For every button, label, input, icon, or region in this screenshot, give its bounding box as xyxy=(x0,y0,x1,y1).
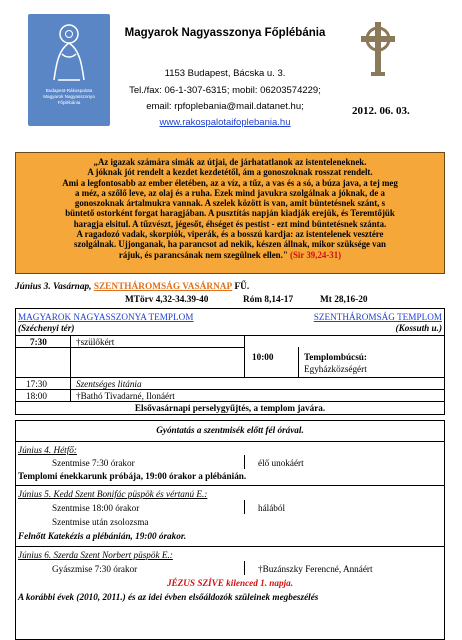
quote-line: „Az igazak számára simák az útjai, de járhatatlanok az istenteleneknek. xyxy=(93,157,367,167)
mass-intent-1: †szülőkért xyxy=(76,337,115,347)
logo-text: Budapest-Rákospalota Magyarok Nagyasszonya Főplébánia xyxy=(43,88,95,105)
parish-title: Magyarok Nagyasszonya Főplébánia xyxy=(124,27,326,39)
church-right-name: SZENTHÁROMSÁG TEMPLOM xyxy=(313,312,442,322)
tuesday-mass: Szentmise 18:00 órakor xyxy=(52,503,140,513)
feast-title: Templombúcsú: xyxy=(304,352,367,362)
novena-note: JÉZUS SZÍVE kilenced 1. napja. xyxy=(166,578,294,588)
litany-text: Szentséges litánia xyxy=(76,379,142,389)
monday-intent: élő unokáért xyxy=(258,458,304,468)
tuesday-intent: hálából xyxy=(258,503,286,513)
collection-note: Elsővasárnapi perselygyűjtés, a templom javára. xyxy=(134,403,326,413)
reading-1: MTörv 4,32-34.39-40 xyxy=(125,295,209,305)
quote-line: A jóknak jót rendelt a kezdet kezdetétől, ám a gonoszoknak rosszat rendelt. xyxy=(87,167,373,178)
address: 1153 Budapest, Bácska u. 3. xyxy=(164,68,286,79)
mass-intent-2: Egyházközségért xyxy=(304,364,367,374)
parish-logo xyxy=(28,14,110,126)
wednesday-mass: Gyászmise 7:30 órakor xyxy=(52,564,138,574)
weekday-schedule-table xyxy=(15,420,445,640)
litany-time: 17:30 xyxy=(26,379,47,389)
sunday-date: Június 3. Vasárnap, xyxy=(15,282,92,292)
website-link[interactable]: www.rakospalotaifoplebania.hu xyxy=(159,117,291,128)
scripture-quote xyxy=(15,152,445,274)
church-right-place: (Kossuth u.) xyxy=(395,323,442,333)
quote-line: Ami a legfontosabb az ember életében, az a víz, a tűz, a vas és a só, a búza java, a tej meg xyxy=(62,177,398,188)
reading-2: Róm 8,14-17 xyxy=(243,295,294,305)
quote-reference: (Sir 39,24-31) xyxy=(290,249,342,260)
quote-last-line xyxy=(22,250,438,260)
mass-time-2: 10:00 xyxy=(252,352,274,362)
church-left-place: (Széchenyi tér) xyxy=(18,323,75,333)
monday-label: Június 4. Hétfő: xyxy=(18,445,77,455)
mass-time-3: 18:00 xyxy=(26,391,47,401)
sunday-heading xyxy=(15,282,249,292)
quote-line: szolgálnak. Ujjonganak, ha parancsot ad nekik, készen állnak, mikor szüksége van xyxy=(74,239,386,250)
celtic-cross-icon xyxy=(355,20,401,78)
feast-name: SZENTHÁROMSÁG VASÁRNAP xyxy=(93,282,233,292)
monday-mass: Szentmise 7:30 órakor xyxy=(52,458,135,468)
reading-3: Mt 28,16-20 xyxy=(320,295,368,305)
madonna-icon xyxy=(46,22,92,82)
feast-suffix: FŰ. xyxy=(234,282,250,292)
sunday-schedule-table xyxy=(15,308,445,415)
quote-line: büntető ostorként forgat haragjában. A pusztítás napján kiadják erejük, és Teremtőjük xyxy=(65,208,395,219)
tuesday-label: Június 5. Kedd Szent Bonifác püspök és vértanú E.: xyxy=(18,489,208,499)
wednesday-note: A korábbi évek (2010, 2011.) és az idei évben elsőáldozók szüleinek megbeszélés xyxy=(18,592,319,602)
quote-last-text: rájuk, és parancsának nem szegülnek ellen." xyxy=(118,249,288,260)
bulletin-date: 2012. 06. 03. xyxy=(352,105,410,117)
tuesday-extra: Szentmise után zsolozsma xyxy=(52,517,149,527)
confession-note: Gyóntatás a szentmisék előtt fél órával. xyxy=(156,425,304,435)
email: email: rpfoplebania@mail.datanet.hu; xyxy=(146,101,304,112)
wednesday-label: Június 6. Szerda Szent Norbert püspök E.: xyxy=(18,550,173,560)
mass-time-1: 7:30 xyxy=(30,337,47,347)
quote-line: gonoszoknak ártalmukra vannak. A szelek között is van, amit büntetésnek szánt, s xyxy=(74,198,386,209)
quote-lines xyxy=(22,157,438,250)
mass-intent-3: †Bathó Tivadarné, Ilonáért xyxy=(76,391,175,401)
tuesday-note: Felnőtt Katekézis a plébánián, 19:00 órakor. xyxy=(18,531,187,541)
wednesday-intent: †Buzánszky Ferencné, Annáért xyxy=(258,564,373,574)
quote-line: A ragadozó vadak, skorpiók, viperák, és a bosszú kardja: az istentelenek vesztére xyxy=(76,229,384,240)
quote-line: a méz, a szőlő leve, az olaj és a ruha. Ezek mind javukra szolgálnak a jóknak, de a xyxy=(75,187,385,198)
church-left-name: MAGYAROK NAGYASSZONYA TEMPLOM xyxy=(18,312,194,322)
phone: Tel./fax: 06-1-307-6315; mobil: 06203574229; xyxy=(129,85,321,96)
quote-line: haragja elsitul. A tűzvészt, jégesőt, éhséget és pestist - ezt mind büntetésnek szánta. xyxy=(73,218,387,229)
monday-note: Templomi énekkarunk próbája, 19:00 órakor a plébánián. xyxy=(18,471,247,481)
